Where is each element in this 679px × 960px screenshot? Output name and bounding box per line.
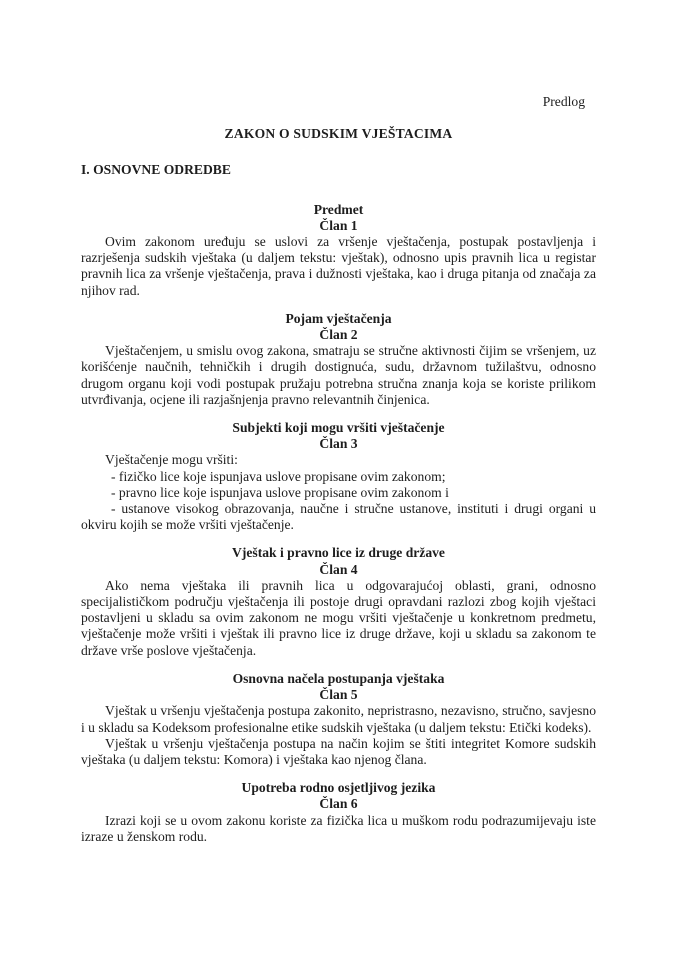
section-heading: Osnovna načela postupanja vještaka bbox=[232, 670, 445, 686]
article-number: Član 4 bbox=[319, 561, 358, 577]
doc-label: Predlog bbox=[542, 94, 585, 109]
paragraph: Izrazi koji se u ovom zakonu koriste za fizička lica u muškom rodu podrazumijevaju iste izraze u ženskom rodu. bbox=[81, 812, 596, 844]
paragraph: Ovim zakonom uređuju se uslovi za vršenje vještačenja, postupak postavljenja i razrješenja sudskih vještaka (u daljem tekstu: vještak), odnosno upis pravnih lica u registar pravnih lica za vršenje vještačenja, prava i dužnosti vještaka, kao i druga pitanja od značaja za njihov rad. bbox=[81, 234, 596, 298]
article-number: Član 2 bbox=[319, 327, 358, 343]
paragraph: Vještačenje mogu vršiti: bbox=[105, 452, 238, 468]
section-clan-2 bbox=[81, 311, 596, 408]
section-clan-4 bbox=[81, 545, 596, 658]
list-item: - pravno lice koje ispunjava uslove propisane ovim zakonom i bbox=[111, 484, 449, 500]
article-number: Član 5 bbox=[319, 687, 358, 703]
section-heading: Pojam vještačenja bbox=[285, 310, 392, 326]
chapter-heading: I. OSNOVNE ODREDBE bbox=[81, 162, 231, 178]
section-heading: Subjekti koji mogu vršiti vještačenje bbox=[232, 420, 445, 436]
paragraph: Ako nema vještaka ili pravnih lica u odgovarajućoj oblasti, grani, odnosno specijalističkom području vještačenja ili postoje drugi opravdani razlozi zbog kojih vještaci postavljeni u skladu sa ovim zakonom ne mogu vršiti vještačenje u konkretnom predmetu, vještačenje može vršiti i vještak ili pravno lice iz druge države, koji u skladu sa zakonom te države vrše poslove vještačenja. bbox=[81, 577, 596, 658]
list-item: - fizičko lice koje ispunjava uslove propisane ovim zakonom; bbox=[111, 468, 446, 484]
section-clan-5 bbox=[81, 671, 596, 768]
paragraph: Vještak u vršenju vještačenja postupa zakonito, nepristrasno, nezavisno, stručno, savjesno i u skladu sa Kodeksom profesionalne etike sudskih vještaka (u daljem tekstu: Etički kodeks). bbox=[81, 703, 596, 735]
section-heading: Predmet bbox=[313, 201, 364, 217]
section-clan-1 bbox=[81, 202, 596, 299]
list-item: - ustanove visokog obrazovanja, naučne i stručne ustanove, instituti i drugi organi u okviru kojih se može vršiti vještačenje. bbox=[81, 501, 596, 533]
document-title: ZAKON O SUDSKIM VJEŠTACIMA bbox=[224, 126, 453, 142]
article-number: Član 6 bbox=[319, 796, 358, 812]
article-number: Član 3 bbox=[319, 436, 358, 452]
section-clan-6 bbox=[81, 780, 596, 845]
section-heading: Upotreba rodno osjetljivog jezika bbox=[241, 780, 436, 796]
paragraph: Vještak u vršenju vještačenja postupa na način kojim se štiti integritet Komore sudskih vještaka (u daljem tekstu: Komora) i vještaka kao njenog člana. bbox=[81, 735, 596, 767]
paragraph: Vještačenjem, u smislu ovog zakona, smatraju se stručne aktivnosti čijim se vršenjem, uz korišćenje naučnih, tehničkih i drugih dostignuća, sudu, državnom tužilaštvu, odnosno drugom organu koji vodi postupak pružaju potrebna stručna znanja koja se koriste prilikom utvrđivanja, ocjene ili razjašnjenja pravno relevantnih činjenica. bbox=[81, 343, 596, 407]
section-clan-3 bbox=[81, 420, 596, 533]
section-heading: Vještak i pravno lice iz druge države bbox=[232, 545, 445, 561]
article-number: Član 1 bbox=[319, 217, 358, 233]
